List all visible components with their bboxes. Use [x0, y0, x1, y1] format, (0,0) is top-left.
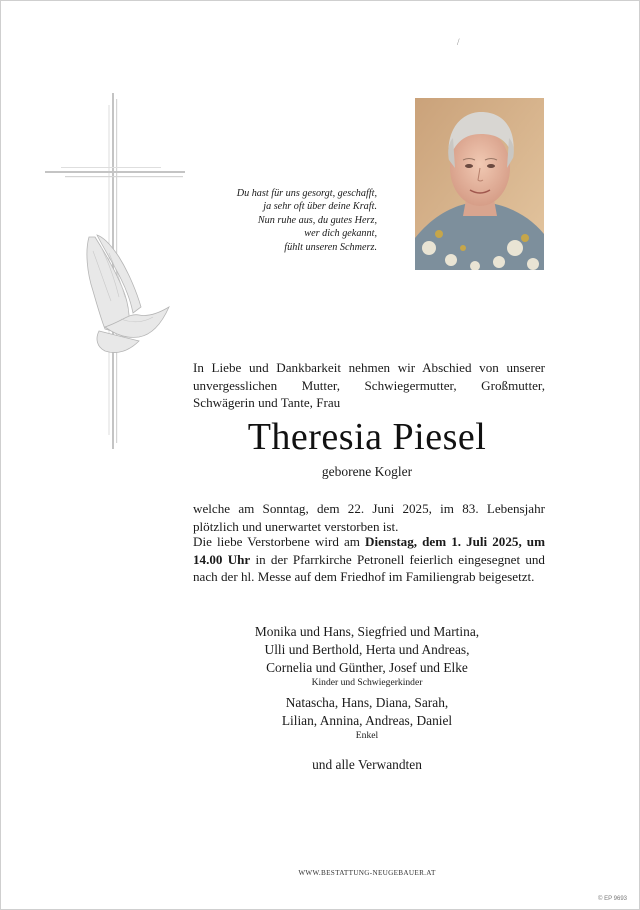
children-line: Monika und Hans, Siegfried und Martina, — [254, 624, 480, 639]
poem-line: Nun ruhe aus, du gutes Herz, — [257, 214, 377, 226]
children-label: Kinder und Schwiegerkinder — [311, 677, 423, 688]
grandchildren-line: Lilian, Annina, Andreas, Daniel — [281, 713, 453, 728]
poem-line: wer dich gekannt, — [304, 228, 377, 240]
funeral-intro: Die liebe Verstorbene wird am — [193, 534, 360, 549]
portrait-photo — [415, 98, 544, 270]
intro-text: In Liebe und Dankbarkeit nehmen wir Abschied von unserer unvergesslichen Mutter, Schwiegermutter, Großmutter, Schwägerin und Tante, Frau — [193, 360, 545, 411]
maiden-name: geborene Kogler — [321, 464, 413, 479]
relatives-line: und alle Verwandten — [312, 757, 422, 772]
portrait-image — [415, 98, 544, 270]
grandchildren-block — [191, 694, 543, 742]
funeral-details: in der Pfarrkirche Petronell feierlich eingesegnet und nach der hl. Messe auf dem Friedhof im Familiengrab beigesetzt. — [193, 551, 545, 585]
children-line: Cornelia und Günther, Josef und Elke — [266, 660, 468, 675]
children-line: Ulli und Berthold, Herta und Andreas, — [264, 642, 470, 657]
death-notice: welche am Sonntag, dem 22. Juni 2025, im 83. Lebensjahr plötzlich und unerwartet verstorben ist. — [193, 501, 545, 534]
children-block — [191, 623, 543, 689]
funeral-date: Dienstag, dem 1. Juli 2025, um 14.00 Uhr — [193, 534, 545, 567]
corner-mark: / — [457, 37, 460, 47]
poem-line: fühlt unseren Schmerz. — [284, 241, 377, 253]
grandchildren-label: Enkel — [355, 730, 379, 741]
deceased-name: Theresia Piesel — [247, 416, 487, 458]
website-link[interactable]: WWW.BESTATTUNG-NEUGEBAUER.AT — [298, 869, 436, 877]
grandchildren-line: Natascha, Hans, Diana, Sarah, — [285, 695, 449, 710]
funeral-info — [193, 533, 545, 586]
cross-praying-hands-icon — [1, 1, 201, 461]
poem-line: ja sehr oft über deine Kraft. — [263, 201, 377, 213]
memorial-poem — [197, 187, 377, 254]
poem-line: Du hast für uns gesorgt, geschafft, — [236, 188, 377, 199]
copyright-note: © EP 9693 — [598, 896, 627, 902]
